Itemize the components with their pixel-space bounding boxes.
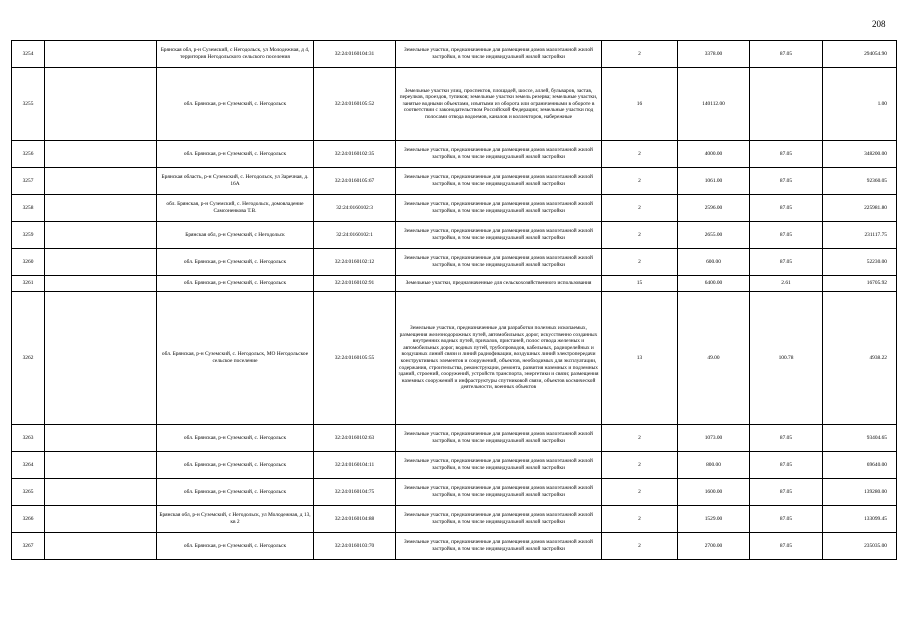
area-cell: 800.00 [678, 452, 750, 479]
rate-cell: 87.05 [750, 533, 823, 560]
cadastral-number-cell: 32:24:0160104:11 [314, 452, 396, 479]
rate-cell: 87.05 [750, 195, 823, 222]
value-cell: 92360.05 [823, 168, 897, 195]
group-cell: 16 [602, 68, 678, 141]
table-row [12, 452, 897, 479]
table-row [12, 425, 897, 452]
cadastral-number-cell: 32:24:0160102:91 [314, 276, 396, 292]
value-cell: 348200.00 [823, 141, 897, 168]
rate-cell: 87.05 [750, 141, 823, 168]
group-cell: 2 [602, 425, 678, 452]
address-cell: Брянская обл, р-н Суземский, с Негодольск [157, 222, 314, 249]
row-number: 3254 [12, 41, 45, 68]
value-cell: 225981.80 [823, 195, 897, 222]
rate-cell: 87.05 [750, 249, 823, 276]
area-cell: 49.00 [678, 292, 750, 425]
spacer-cell [45, 276, 157, 292]
value-cell: 139280.00 [823, 479, 897, 506]
purpose-cell: Земельные участки, предназначенные для размещения домов малоэтажной жилой застройки, в том числе индивидуальной жилой застройки [396, 479, 602, 506]
rate-cell: 87.05 [750, 168, 823, 195]
address-cell: обл. Брянская, р-н Суземский, с. Негодольск [157, 141, 314, 168]
cadastral-number-cell: 32:24:0160105:67 [314, 168, 396, 195]
group-cell: 2 [602, 41, 678, 68]
spacer-cell [45, 292, 157, 425]
rate-cell: 87.05 [750, 222, 823, 249]
value-cell: 93404.65 [823, 425, 897, 452]
row-number: 3266 [12, 506, 45, 533]
purpose-cell: Земельные участки, предназначенные для разработки полезных ископаемых, размещения железнодорожных путей, автомобильных дорог, искусственно созданных внутренних водных путей, причалов, пристаней, полос отвода железных и автомобильных дорог, водных путей, трубопроводов, кабельных, радиорелейных и воздушных линий связи и линий радиофикации, воздушных линий электропередачи конструктивных элементов и сооружений, объектов, необходимых для эксплуатации, содержания, строительства, реконструкции, ремонта, развития наземных и подземных зданий, строений, сооружений, устройств транспорта, энергетики и связи; размещения наземных сооружений и инфраструктуры спутниковой связи, объектов космической деятельности, военных объектов [396, 292, 602, 425]
value-cell: 16705.92 [823, 276, 897, 292]
row-number: 3256 [12, 141, 45, 168]
spacer-cell [45, 533, 157, 560]
rate-cell: 87.05 [750, 41, 823, 68]
area-cell: 4000.00 [678, 141, 750, 168]
group-cell: 2 [602, 168, 678, 195]
rate-cell: 87.05 [750, 479, 823, 506]
cadastral-number-cell: 32:24:0160102:35 [314, 141, 396, 168]
row-number: 3264 [12, 452, 45, 479]
rate-cell: 100.78 [750, 292, 823, 425]
area-cell: 2596.00 [678, 195, 750, 222]
table-row [12, 222, 897, 249]
purpose-cell: Земельные участки, предназначенные для размещения домов малоэтажной жилой застройки, в том числе индивидуальной жилой застройки [396, 222, 602, 249]
area-cell: 2700.00 [678, 533, 750, 560]
address-cell: обл. Брянская, р-н Суземский, с. Негодольск, МО Негодольское сельское поселение [157, 292, 314, 425]
table-row [12, 68, 897, 141]
group-cell: 15 [602, 276, 678, 292]
row-number: 3257 [12, 168, 45, 195]
address-cell: обл. Брянская, р-н Суземский, с. Негодольск [157, 479, 314, 506]
rate-cell: 2.61 [750, 276, 823, 292]
table-row [12, 249, 897, 276]
group-cell: 2 [602, 222, 678, 249]
spacer-cell [45, 68, 157, 141]
value-cell: 133099.45 [823, 506, 897, 533]
spacer-cell [45, 195, 157, 222]
spacer-cell [45, 452, 157, 479]
area-cell: 1073.00 [678, 425, 750, 452]
table-row [12, 41, 897, 68]
group-cell: 2 [602, 479, 678, 506]
row-number: 3263 [12, 425, 45, 452]
area-cell: 6400.00 [678, 276, 750, 292]
table-row [12, 292, 897, 425]
group-cell: 2 [602, 533, 678, 560]
value-cell: 294054.90 [823, 41, 897, 68]
row-number: 3255 [12, 68, 45, 141]
purpose-cell: Земельные участки, предназначенные для размещения домов малоэтажной жилой застройки, в том числе индивидуальной жилой застройки [396, 168, 602, 195]
address-cell: обл. Брянская, р-н Суземский, с. Негодольск [157, 425, 314, 452]
row-number: 3261 [12, 276, 45, 292]
cadastral-number-cell: 32:24:0160102:3 [314, 195, 396, 222]
purpose-cell: Земельные участки, предназначенные для сельскохозяйственного использования [396, 276, 602, 292]
spacer-cell [45, 41, 157, 68]
purpose-cell: Земельные участки, предназначенные для размещения домов малоэтажной жилой застройки, в том числе индивидуальной жилой застройки [396, 425, 602, 452]
rate-cell: 87.05 [750, 506, 823, 533]
group-cell: 2 [602, 249, 678, 276]
cadastral-number-cell: 32:24:0160104:88 [314, 506, 396, 533]
row-number: 3267 [12, 533, 45, 560]
cadastral-number-cell: 32:24:0160105:55 [314, 292, 396, 425]
spacer-cell [45, 425, 157, 452]
table-row [12, 195, 897, 222]
spacer-cell [45, 479, 157, 506]
area-cell: 600.00 [678, 249, 750, 276]
address-cell: обл. Брянская, р-н Суземский, с. Негодольск, домовладение Самсоненкова Т.В. [157, 195, 314, 222]
address-cell: обл. Брянская, р-н Суземский, с. Негодольск [157, 533, 314, 560]
spacer-cell [45, 249, 157, 276]
page-number: 208 [872, 19, 886, 29]
cadastral-number-cell: 32:24:0160104:31 [314, 41, 396, 68]
row-number: 3262 [12, 292, 45, 425]
value-cell: 235035.00 [823, 533, 897, 560]
spacer-cell [45, 222, 157, 249]
address-cell: обл. Брянская, р-н Суземский, с. Негодольск [157, 276, 314, 292]
row-number: 3260 [12, 249, 45, 276]
purpose-cell: Земельные участки, предназначенные для размещения домов малоэтажной жилой застройки, в том числе индивидуальной жилой застройки [396, 141, 602, 168]
purpose-cell: Земельные участки улиц, проспектов, площадей, шоссе, аллей, бульваров, застав, переулков, проездов, тупиков; земельные участки земель резерва; земельные участки, занятые водными объектами, изъятыми из оборота или ограниченными в обороте в соответствии с законодательством Российской Федерации; земельные участки под полосами отвода водоемов, каналов и коллекторов, набережные [396, 68, 602, 141]
address-cell: Брянская обл, р-н Суземский, с Негодольск, ул Молодежная, д 4, территория Негодольского сельского поселения [157, 41, 314, 68]
rate-cell: 87.05 [750, 452, 823, 479]
table-row [12, 479, 897, 506]
group-cell: 2 [602, 195, 678, 222]
spacer-cell [45, 506, 157, 533]
purpose-cell: Земельные участки, предназначенные для размещения домов малоэтажной жилой застройки, в том числе индивидуальной жилой застройки [396, 452, 602, 479]
land-plots-table [11, 40, 897, 560]
purpose-cell: Земельные участки, предназначенные для размещения домов малоэтажной жилой застройки, в том числе индивидуальной жилой застройки [396, 41, 602, 68]
cadastral-number-cell: 32:24:0160102:63 [314, 425, 396, 452]
value-cell: 4938.22 [823, 292, 897, 425]
value-cell: 69640.00 [823, 452, 897, 479]
table-row [12, 506, 897, 533]
area-cell: 3378.00 [678, 41, 750, 68]
table-row [12, 533, 897, 560]
row-number: 3258 [12, 195, 45, 222]
value-cell: 231117.75 [823, 222, 897, 249]
area-cell: 1529.00 [678, 506, 750, 533]
spacer-cell [45, 141, 157, 168]
address-cell: обл. Брянская, р-н Суземский, с. Негодольск [157, 68, 314, 141]
area-cell: 2655.00 [678, 222, 750, 249]
purpose-cell: Земельные участки, предназначенные для размещения домов малоэтажной жилой застройки, в том числе индивидуальной жилой застройки [396, 195, 602, 222]
group-cell: 2 [602, 141, 678, 168]
purpose-cell: Земельные участки, предназначенные для размещения домов малоэтажной жилой застройки, в том числе индивидуальной жилой застройки [396, 506, 602, 533]
address-cell: Брянская область, р-н Суземский, с. Негодольск, ул Заречная, д. 16А [157, 168, 314, 195]
table-row [12, 141, 897, 168]
rate-cell: 87.05 [750, 425, 823, 452]
purpose-cell: Земельные участки, предназначенные для размещения домов малоэтажной жилой застройки, в том числе индивидуальной жилой застройки [396, 249, 602, 276]
address-cell: обл. Брянская, р-н Суземский, с. Негодольск [157, 249, 314, 276]
row-number: 3259 [12, 222, 45, 249]
group-cell: 2 [602, 452, 678, 479]
value-cell: 1.00 [823, 68, 897, 141]
table-row [12, 168, 897, 195]
cadastral-number-cell: 32:24:0160103:70 [314, 533, 396, 560]
value-cell: 52230.00 [823, 249, 897, 276]
purpose-cell: Земельные участки, предназначенные для размещения домов малоэтажной жилой застройки, в том числе индивидуальной жилой застройки [396, 533, 602, 560]
cadastral-number-cell: 32:24:0160102:12 [314, 249, 396, 276]
cadastral-number-cell: 32:24:0160104:75 [314, 479, 396, 506]
rate-cell [750, 68, 823, 141]
area-cell: 140112.00 [678, 68, 750, 141]
cadastral-number-cell: 32:24:0160102:1 [314, 222, 396, 249]
group-cell: 13 [602, 292, 678, 425]
spacer-cell [45, 168, 157, 195]
address-cell: обл. Брянская, р-н Суземский, с. Негодольск [157, 452, 314, 479]
area-cell: 1061.00 [678, 168, 750, 195]
address-cell: Брянская обл, р-н Суземский, с Негодольск, ул Молодежная, д 13, кв 2 [157, 506, 314, 533]
cadastral-number-cell: 32:24:0160105:52 [314, 68, 396, 141]
area-cell: 1600.00 [678, 479, 750, 506]
table-row [12, 276, 897, 292]
group-cell: 2 [602, 506, 678, 533]
row-number: 3265 [12, 479, 45, 506]
